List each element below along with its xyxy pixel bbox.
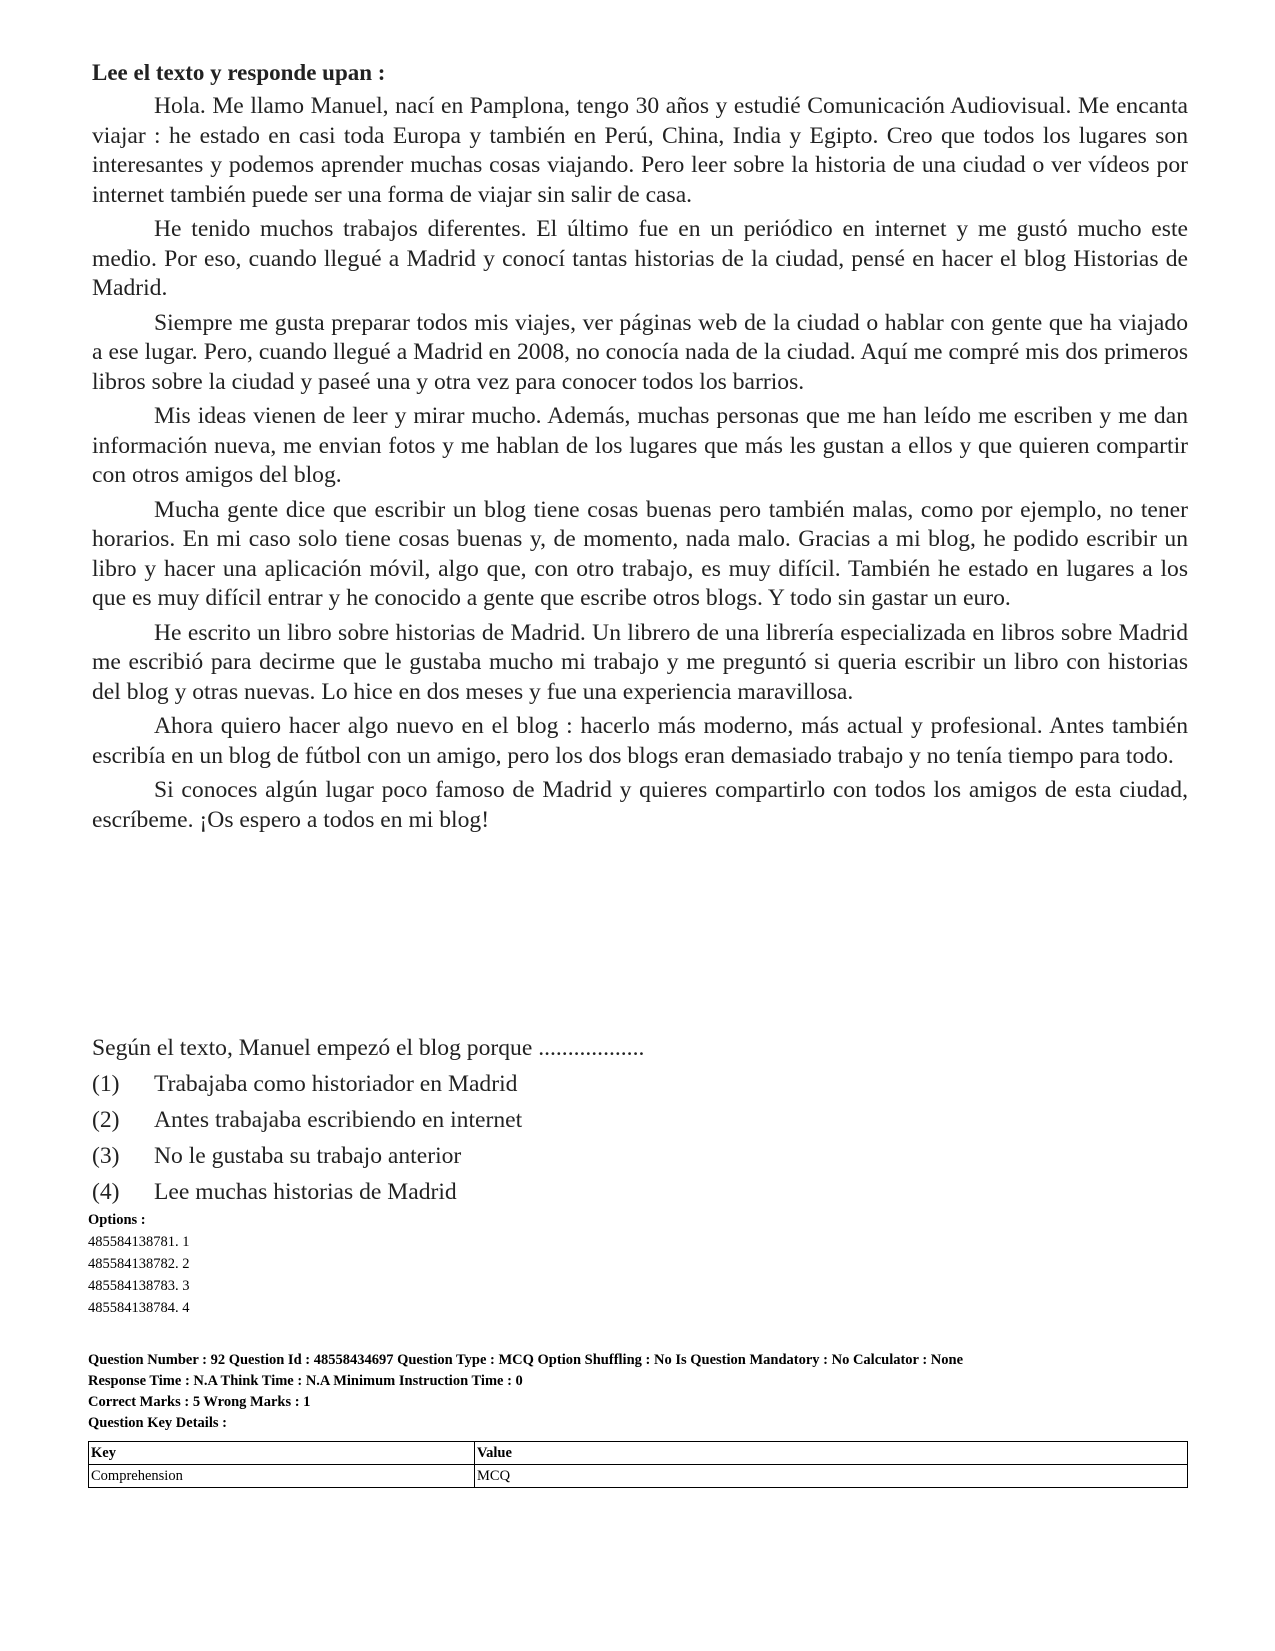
reading-passage <box>92 58 1188 840</box>
options-id-list <box>88 1209 1188 1319</box>
question-details <box>88 1350 1188 1434</box>
option-number: (2) <box>92 1107 120 1133</box>
option-number: (3) <box>92 1143 120 1169</box>
option-id: 485584138781. 1 <box>88 1234 190 1250</box>
table-header-key: Key <box>89 1442 475 1465</box>
key-details-label: Question Key Details : <box>88 1415 227 1431</box>
table-cell: Comprehension <box>89 1465 475 1488</box>
table-row <box>89 1465 1188 1488</box>
answer-option <box>92 1138 1188 1174</box>
option-text: No le gustaba su trabajo anterior <box>154 1143 462 1169</box>
answer-option <box>92 1102 1188 1138</box>
answer-option <box>92 1066 1188 1102</box>
passage-paragraph: He escrito un libro sobre historias de Madrid. Un librero de una librería especializada en libros sobre Madrid me escribió para decirme que le gustaba mucho mi trabajo y me preguntó si queria escribir un libro con historias del blog y otras nuevas. Lo hice en dos meses y fue una experiencia maravillosa. <box>92 619 1188 705</box>
option-text: Lee muchas historias de Madrid <box>154 1179 457 1205</box>
passage-heading: Lee el texto y responde upan : <box>92 60 386 85</box>
option-id: 485584138783. 3 <box>88 1278 190 1294</box>
option-number: (4) <box>92 1179 120 1205</box>
question-block <box>92 1033 1188 1210</box>
passage-paragraph: Siempre me gusta preparar todos mis viajes, ver páginas web de la ciudad o hablar con gente que ha viajado a ese lugar. Pero, cuando llegué a Madrid en 2008, no conocía nada de la ciudad. Aquí me compré mis dos primeros libros sobre la ciudad y paseé una y otra vez para conocer todos los barrios. <box>92 309 1188 395</box>
table-header-row <box>89 1442 1188 1465</box>
table-header-value: Value <box>475 1442 1188 1465</box>
option-text: Antes trabajaba escribiendo en internet <box>154 1107 523 1133</box>
question-stem: Según el texto, Manuel empezó el blog porque .................. <box>92 1035 645 1061</box>
question-info-line: Question Number : 92 Question Id : 48558434697 Question Type : MCQ Option Shuffling : No Is Question Mandatory : No Calculator : None <box>88 1352 964 1368</box>
option-number: (1) <box>92 1071 120 1097</box>
passage-paragraph: Mis ideas vienen de leer y mirar mucho. Además, muchas personas que me han leído me escriben y me dan información nueva, me envian fotos y me hablan de los lugares que más les gustan a ellos y que quieren compartir con otros amigos del blog. <box>92 403 1188 488</box>
option-id: 485584138782. 2 <box>88 1256 190 1272</box>
table-cell: MCQ <box>475 1465 1188 1488</box>
key-details-table <box>88 1441 1188 1488</box>
option-text: Trabajaba como historiador en Madrid <box>154 1071 518 1097</box>
passage-paragraph: Si conoces algún lugar poco famoso de Madrid y quieres compartirlo con todos los amigos de esta ciudad, escríbeme. ¡Os espero a todos en mi blog! <box>92 777 1188 833</box>
passage-paragraph: He tenido muchos trabajos diferentes. El último fue en un periódico en internet y me gustó mucho este medio. Por eso, cuando llegué a Madrid y conocí tantas historias de la ciudad, pensé en hacer el blog Historias de Madrid. <box>92 216 1188 301</box>
option-id: 485584138784. 4 <box>88 1300 190 1316</box>
passage-paragraph: Hola. Me llamo Manuel, nací en Pamplona, tengo 30 años y estudié Comunicación Audiovisual. Me encanta viajar : he estado en casi toda Europa y también en Perú, China, India y Egipto. Creo que todos los lugares son interesantes y podemos aprender muchas cosas viajando. Pero leer sobre la historia de una ciudad o ver vídeos por internet también puede ser una forma de viajar sin salir de casa. <box>92 93 1188 208</box>
answer-option <box>92 1174 1188 1210</box>
options-title: Options : <box>88 1212 146 1228</box>
timing-info-line: Response Time : N.A Think Time : N.A Minimum Instruction Time : 0 <box>88 1373 523 1389</box>
passage-paragraph: Ahora quiero hacer algo nuevo en el blog : hacerlo más moderno, más actual y profesional. Antes también escribía en un blog de fútbol con un amigo, pero los dos blogs eran demasiado trabajo y no tenía tiempo para todo. <box>92 713 1188 769</box>
passage-paragraph: Mucha gente dice que escribir un blog tiene cosas buenas pero también malas, como por ejemplo, no tener horarios. En mi caso solo tiene cosas buenas y, de momento, nada malo. Gracias a mi blog, he podido escribir un libro y hacer una aplicación móvil, algo que, con otro trabajo, es muy difícil. También he estado en lugares a los que es muy difícil entrar y he conocido a gente que escribe otros blogs. Y todo sin gastar un euro. <box>92 496 1188 611</box>
marks-info-line: Correct Marks : 5 Wrong Marks : 1 <box>88 1394 311 1410</box>
